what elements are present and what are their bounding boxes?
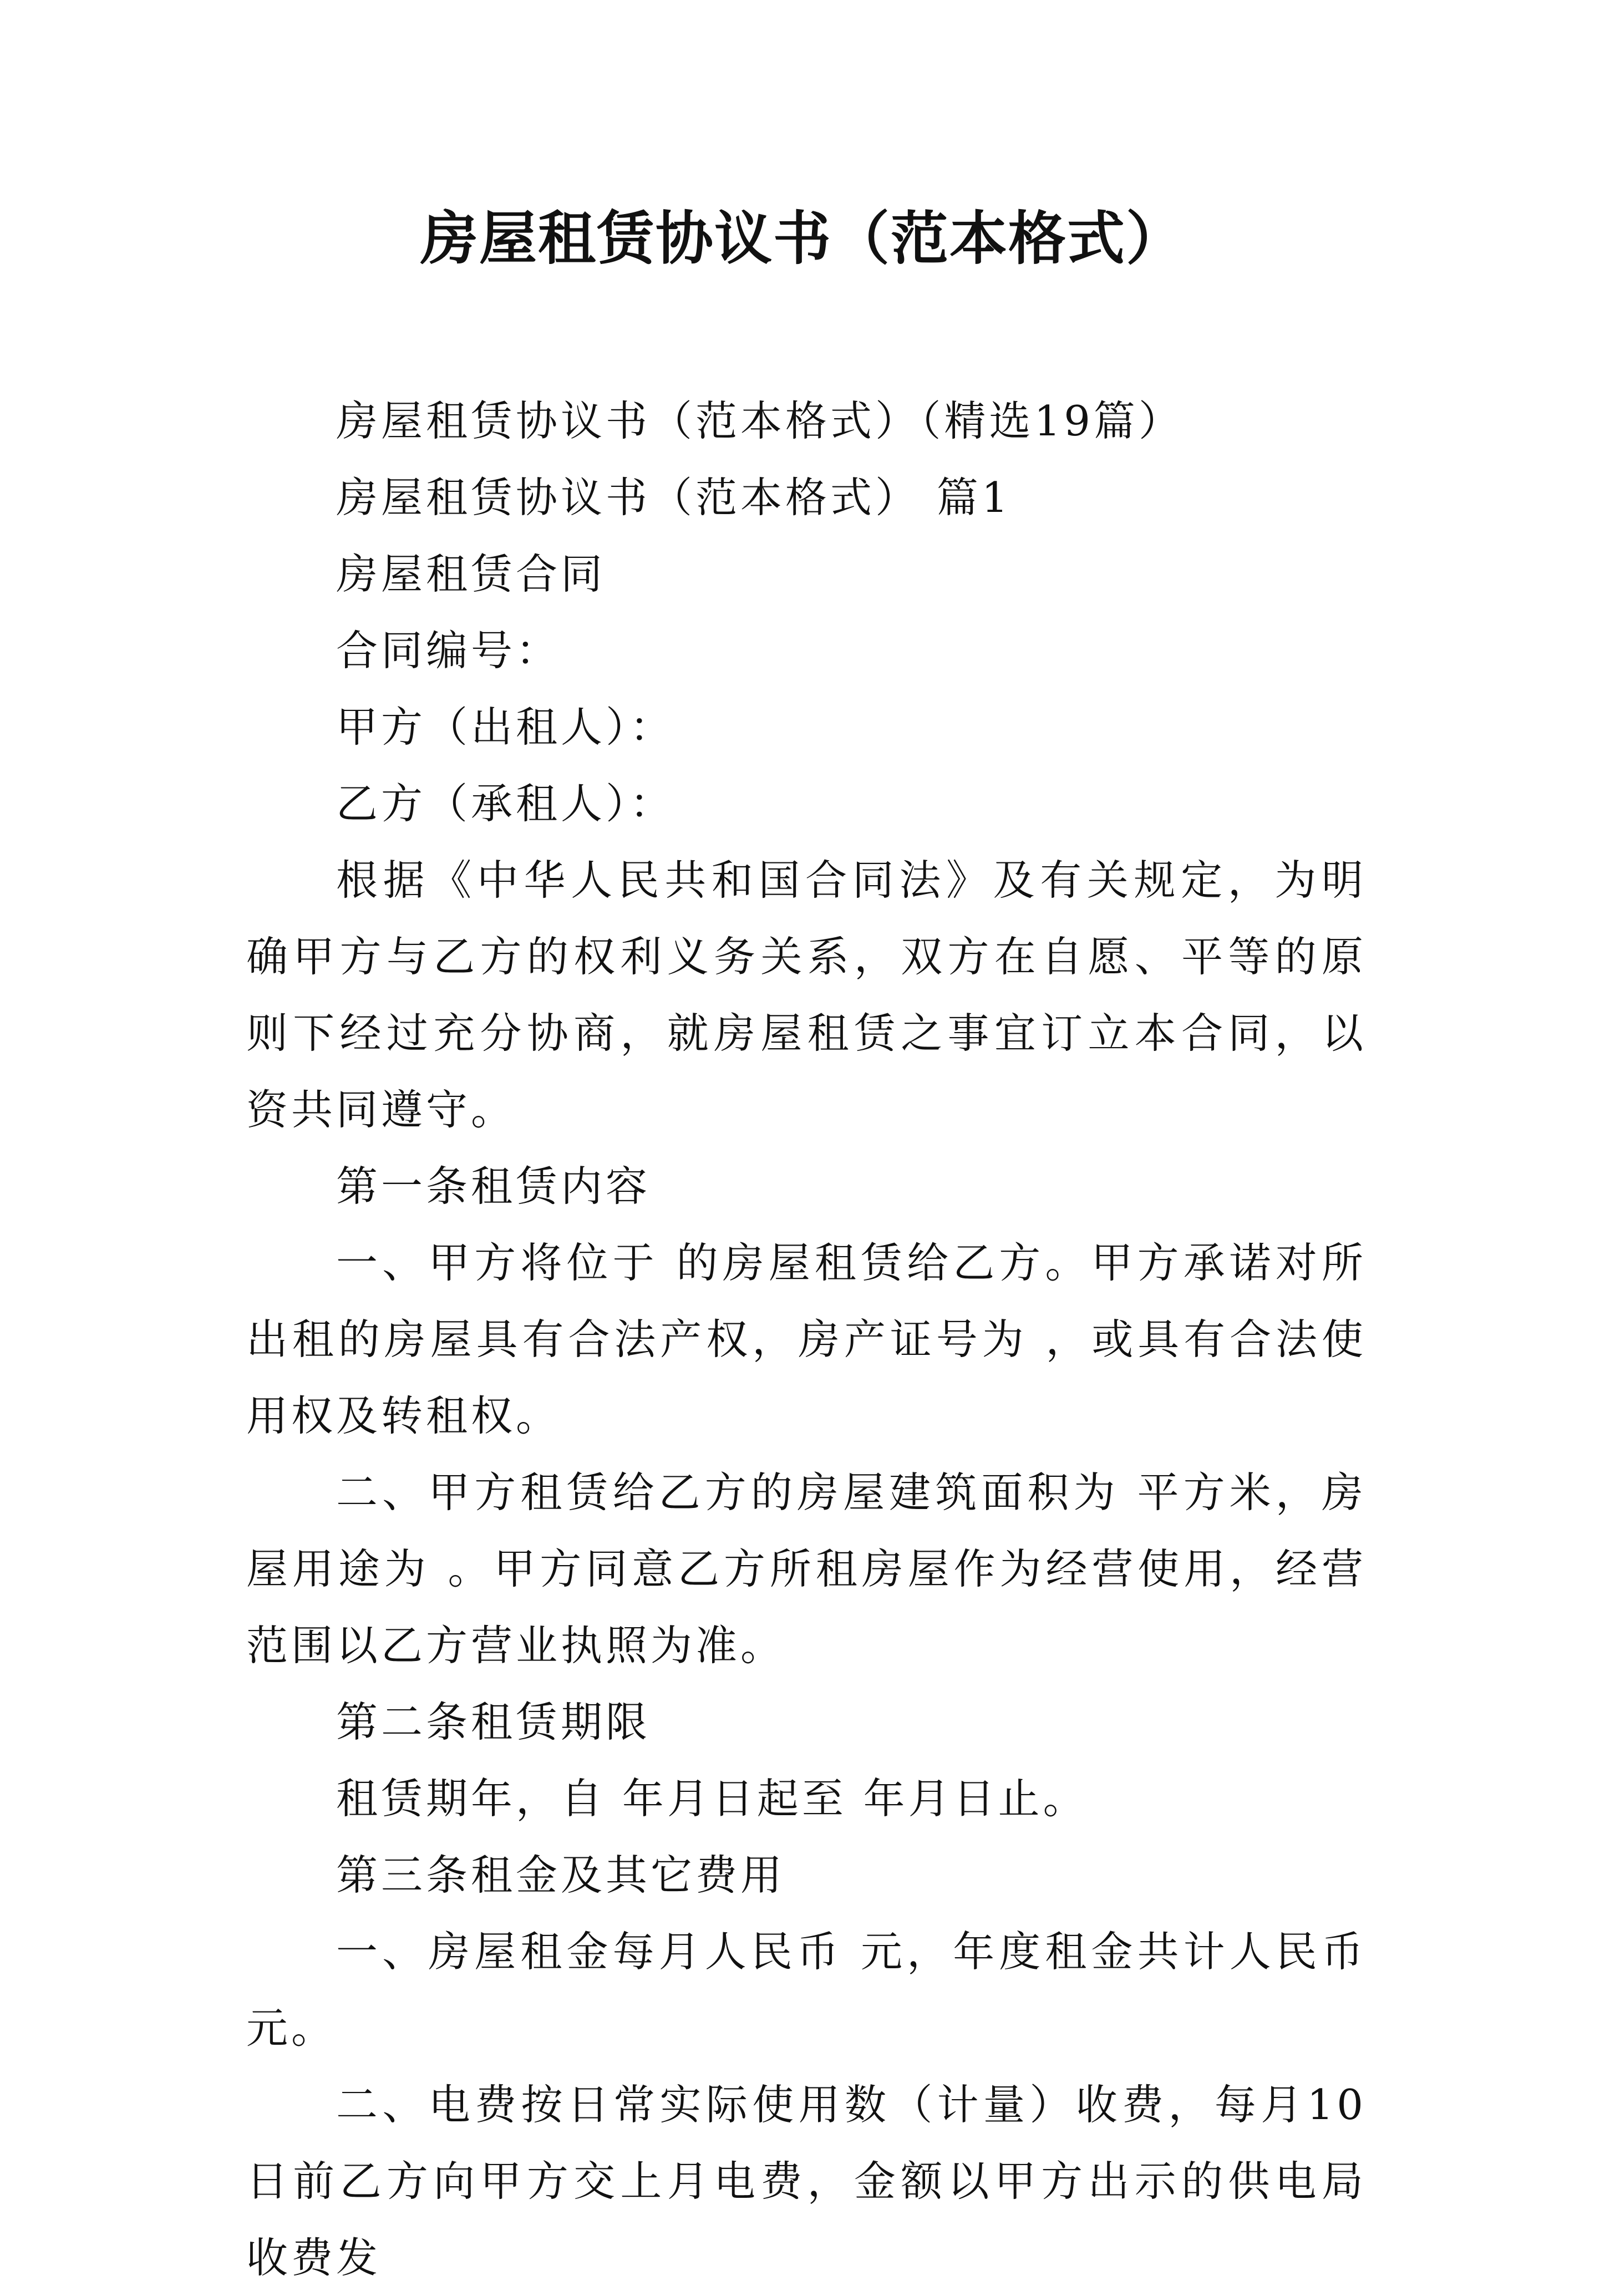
paragraph-party-a: 甲方（出租人）： xyxy=(336,703,675,751)
paragraph-article-3-item-1: 一、房屋租金每月人民币 元，年度租金共计人民币 元。 xyxy=(246,1927,1367,2053)
paragraph-article-2-heading: 第二条租赁期限 xyxy=(336,1698,651,1746)
paragraph-article-3-heading: 第三条租金及其它费用 xyxy=(336,1851,786,1899)
paragraph-article-1-item-2: 二、甲方租赁给乙方的房屋建筑面积为 平方米，房屋用途为 。甲方同意乙方所租房屋作为经营使用，经营范围以乙方营业执照为准。 xyxy=(246,1468,1367,1670)
document-title: 房屋租赁协议书（范本格式） xyxy=(420,204,1185,272)
paragraph-article-1-item-1: 一、甲方将位于 的房屋租赁给乙方。甲方承诺对所出租的房屋具有合法产权，房产证号为 ，或具有合法使用权及转租权。 xyxy=(246,1238,1367,1440)
paragraph-article-2-term: 租赁期年，自 年月日起至 年月日止。 xyxy=(336,1774,1088,1823)
paragraph-section-heading: 房屋租赁协议书（范本格式） 篇1 xyxy=(336,473,1012,522)
paragraph-article-1-heading: 第一条租赁内容 xyxy=(336,1162,651,1211)
paragraph-subtitle: 房屋租赁协议书（范本格式）（精选19篇） xyxy=(336,397,1184,445)
paragraph-article-3-item-2: 二、电费按日常实际使用数（计量）收费，每月10日前乙方向甲方交上月电费，金额以甲方出示的供电局收费发 xyxy=(246,2080,1367,2282)
paragraph-preamble: 根据《中华人民共和国合同法》及有关规定，为明确甲方与乙方的权利义务关系，双方在自愿、平等的原则下经过充分协商，就房屋租赁之事宜订立本合同，以资共同遵守。 xyxy=(246,856,1367,1134)
paragraph-contract-number: 合同编号： xyxy=(336,626,561,675)
paragraph-party-b: 乙方（承租人）： xyxy=(336,779,675,828)
paragraph-contract-name: 房屋租赁合同 xyxy=(336,550,606,598)
document-body xyxy=(246,383,1367,2296)
